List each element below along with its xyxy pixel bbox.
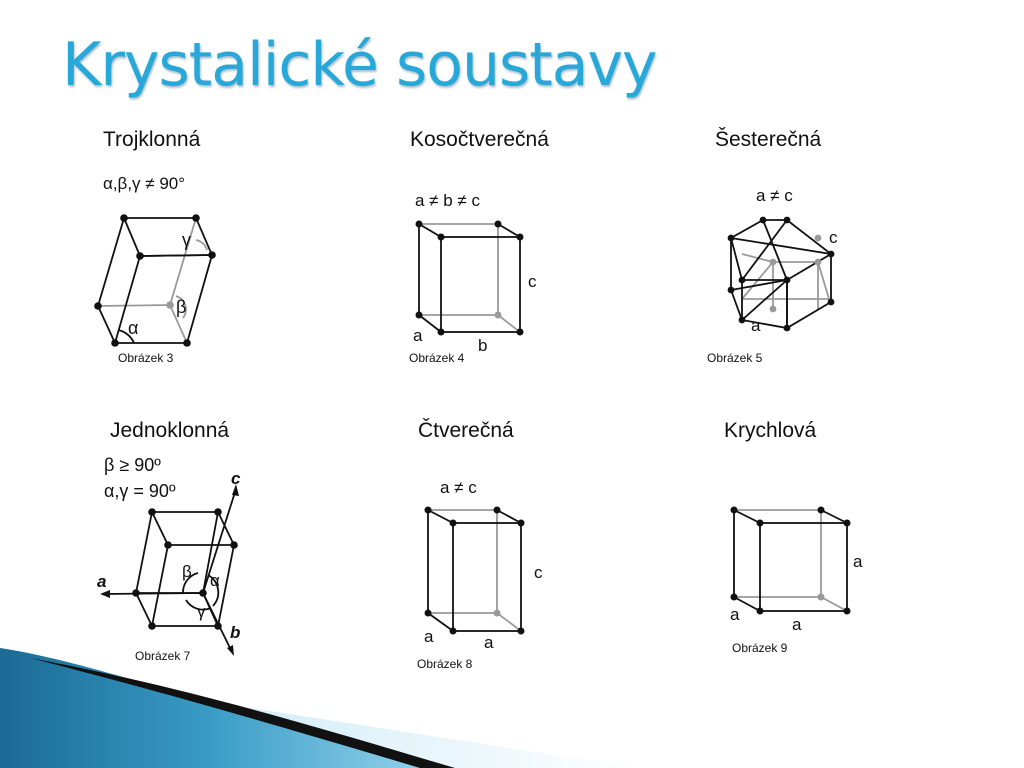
hexagonal-condition: a ≠ c xyxy=(756,186,793,205)
monoclinic-condition-2: α,γ = 90º xyxy=(104,481,176,501)
tetragonal-label-a1: a xyxy=(424,627,434,646)
cubic-label-a1: a xyxy=(730,605,740,624)
monoclinic-axis-b: b xyxy=(230,623,241,642)
caption-obrazek-7: Obrázek 7 xyxy=(135,649,191,663)
system-name-triclinic: Trojklonná xyxy=(103,128,201,151)
hexagonal-label-a: a xyxy=(751,316,761,335)
monoclinic-beta: β xyxy=(182,562,192,581)
triclinic-beta: β xyxy=(176,297,187,317)
caption-obrazek-9: Obrázek 9 xyxy=(732,641,788,655)
orthorhombic-label-a: a xyxy=(413,326,423,345)
tetragonal-diagram xyxy=(415,470,565,650)
caption-obrazek-8: Obrázek 8 xyxy=(417,657,473,671)
caption-obrazek-5: Obrázek 5 xyxy=(707,351,763,365)
hexagonal-label-c: c xyxy=(829,228,838,247)
monoclinic-alpha: α xyxy=(210,571,220,590)
monoclinic-condition-1: β ≥ 90º xyxy=(104,455,161,475)
cubic-diagram xyxy=(725,500,875,640)
triclinic-gamma: γ xyxy=(182,230,191,250)
caption-obrazek-3: Obrázek 3 xyxy=(118,351,174,365)
orthorhombic-condition: a ≠ b ≠ c xyxy=(415,191,480,210)
slide-title: Krystalické soustavy xyxy=(62,30,657,100)
system-name-hexagonal: Šesterečná xyxy=(715,128,822,151)
system-name-tetragonal: Čtverečná xyxy=(418,419,514,442)
system-name-orthorhombic: Kosočtverečná xyxy=(410,128,549,151)
system-name-monoclinic: Jednoklonná xyxy=(110,419,230,442)
cubic-label-a2: a xyxy=(792,615,802,634)
caption-obrazek-4: Obrázek 4 xyxy=(409,351,465,365)
monoclinic-axis-c: c xyxy=(231,469,241,488)
cubic-label-a3: a xyxy=(853,552,863,571)
tetragonal-label-a2: a xyxy=(484,633,494,652)
tetragonal-label-c: c xyxy=(534,563,543,582)
tetragonal-condition: a ≠ c xyxy=(440,478,477,497)
orthorhombic-label-b: b xyxy=(478,336,488,355)
orthorhombic-label-c: c xyxy=(528,272,537,291)
system-name-cubic: Krychlová xyxy=(724,419,817,442)
triclinic-alpha: α xyxy=(128,318,139,338)
triclinic-condition: α,β,γ ≠ 90° xyxy=(103,174,186,193)
hexagonal-diagram xyxy=(720,180,850,340)
triclinic-diagram xyxy=(95,168,235,368)
monoclinic-gamma: γ xyxy=(197,602,206,621)
monoclinic-diagram xyxy=(95,450,255,660)
orthorhombic-diagram xyxy=(405,180,555,360)
monoclinic-axis-a: a xyxy=(97,572,107,591)
